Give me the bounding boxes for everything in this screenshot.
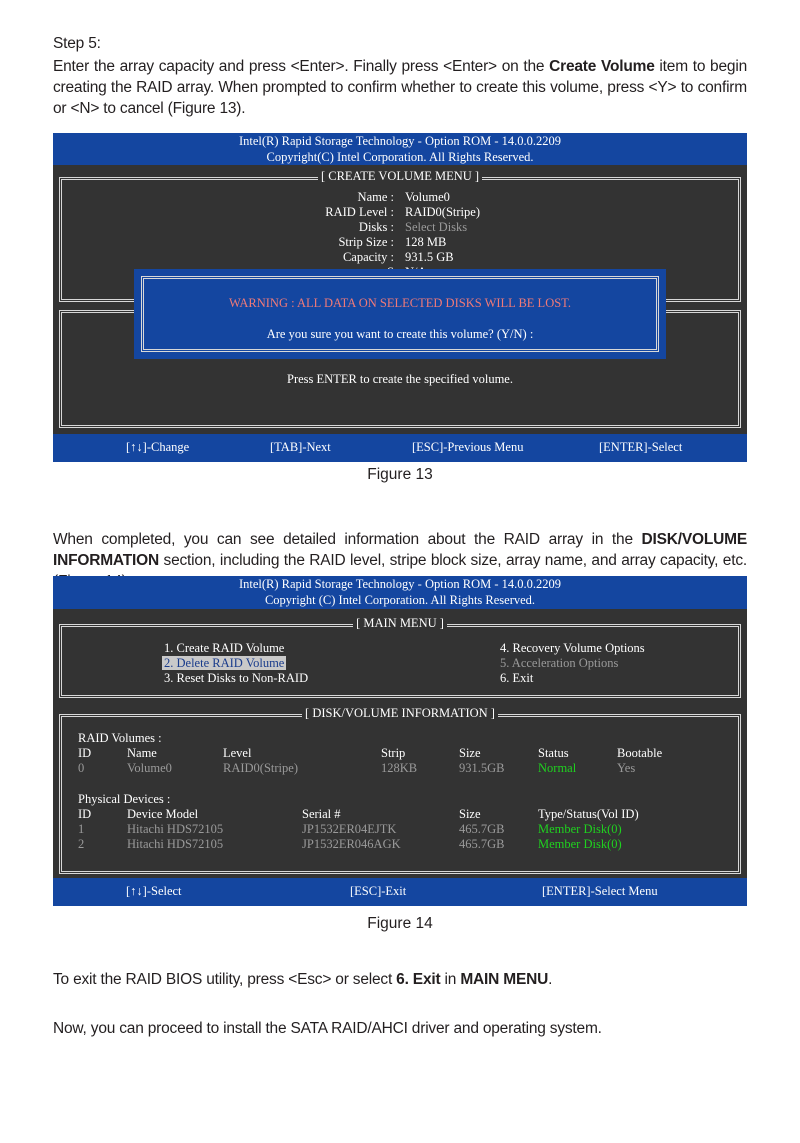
bios-header-title: Intel(R) Rapid Storage Technology - Option ROM - 14.0.0.2209 (238, 577, 562, 591)
bios-footer (53, 434, 747, 462)
dev-cell-type-status: Member Disk(0) (538, 837, 622, 851)
completion-text-c: section, including the RAID level, stripe block size, array name, and array capacity, etc. (163, 552, 747, 569)
footer-select-menu-hint: [ENTER]-Select Menu (542, 884, 658, 898)
completion-text-a: When completed, you can see detailed information about the RAID array in the (53, 531, 642, 548)
physical-devices-label: Physical Devices : (78, 792, 171, 806)
dev-header-model: Device Model (127, 807, 199, 821)
main-menu-title: [ MAIN MENU ] (353, 616, 447, 630)
completion-text-bold: DISK/VOLUME INFORMATION (53, 531, 747, 569)
field-value-capacity[interactable]: 931.5 GB (405, 250, 454, 264)
menu-item-acceleration-options[interactable]: 5. Acceleration Options (500, 656, 619, 670)
dev-header-id: ID (78, 807, 92, 821)
disk-volume-info-title: [ DISK/VOLUME INFORMATION ] (302, 706, 498, 720)
footer-next-hint: [TAB]-Next (270, 440, 331, 454)
dev-header-serial: Serial # (302, 807, 341, 821)
dev-cell-size: 465.7GB (459, 822, 505, 836)
dev-cell-size: 465.7GB (459, 837, 505, 851)
confirm-dialog (134, 269, 666, 359)
figure-13-bios-screen (53, 133, 747, 462)
vol-cell-id: 0 (78, 761, 85, 775)
final-note: Now, you can proceed to install the SATA RAID/AHCI driver and operating system. (53, 1020, 602, 1037)
vol-header-size: Size (459, 746, 481, 760)
exit-text-bold-menu: MAIN MENU (460, 971, 549, 988)
dev-cell-id: 2 (78, 837, 85, 851)
confirm-prompt[interactable]: Are you sure you want to create this volume? (Y/N) : (266, 327, 534, 341)
step-heading: Step 5: (53, 35, 101, 52)
dev-cell-model: Hitachi HDS72105 (127, 822, 224, 836)
field-value-raid-level[interactable]: RAID0(Stripe) (405, 205, 480, 219)
step-text-a: Enter the array capacity and press <Enter>. Finally press <Enter> on the (53, 58, 550, 75)
step-instructions (53, 56, 747, 119)
vol-header-status: Status (538, 746, 569, 760)
main-menu-box (59, 616, 741, 698)
footer-select-hint: [ENTER]-Select (599, 440, 683, 454)
bios-header-title: Intel(R) Rapid Storage Technology - Option ROM - 14.0.0.2209 (238, 134, 562, 148)
dev-cell-type-status: Member Disk(0) (538, 822, 622, 836)
raid-volumes-label: RAID Volumes : (78, 731, 162, 745)
vol-header-level: Level (223, 746, 252, 760)
field-label: Capacity : (342, 250, 394, 264)
vol-header-name: Name (127, 746, 157, 760)
menu-item-reset-disks[interactable]: 3. Reset Disks to Non-RAID (164, 671, 309, 685)
dev-header-type-status: Type/Status(Vol ID) (538, 807, 639, 821)
vol-cell-bootable: Yes (617, 761, 636, 775)
vol-cell-status: Normal (538, 761, 577, 775)
dev-header-size: Size (459, 807, 481, 821)
dev-cell-serial: JP1532ER046AGK (302, 837, 401, 851)
exit-text-a: To exit the RAID BIOS utility, press <Esc> or select (53, 971, 397, 988)
menu-item-exit[interactable]: 6. Exit (500, 671, 534, 685)
field-label: RAID Level : (325, 205, 394, 219)
menu-item-selected-label: 2. Delete RAID Volume (164, 656, 285, 670)
vol-cell-size: 931.5GB (459, 761, 505, 775)
vol-header-id: ID (78, 746, 92, 760)
field-value-name[interactable]: Volume0 (405, 190, 450, 204)
field-value-disks[interactable]: Select Disks (405, 220, 468, 234)
exit-instructions (53, 969, 747, 990)
vol-cell-name: Volume0 (127, 761, 172, 775)
bios-header (53, 576, 747, 609)
figure-14-bios-screen (53, 576, 747, 906)
footer-change-hint: [↑↓]-Change (126, 440, 190, 454)
bios-header (53, 133, 747, 165)
bios-header-copyright: Copyright (C) Intel Corporation. All Rights Reserved. (264, 592, 536, 607)
warning-text: WARNING : ALL DATA ON SELECTED DISKS WILL BE LOST. (228, 296, 572, 310)
menu-item-create-raid-volume[interactable]: 1. Create RAID Volume (164, 641, 285, 655)
bios-header-copyright: Copyright(C) Intel Corporation. All Rights Reserved. (266, 149, 534, 164)
exit-text-e: . (548, 971, 553, 988)
bios-footer (53, 878, 747, 906)
dev-cell-id: 1 (78, 822, 85, 836)
help-text: Press ENTER to create the specified volume. (287, 372, 513, 386)
menu-item-delete-raid-volume[interactable] (162, 656, 286, 671)
create-volume-menu-title: [ CREATE VOLUME MENU ] (318, 169, 482, 183)
footer-select-hint: [↑↓]-Select (126, 884, 182, 898)
disk-volume-information-box (59, 706, 741, 874)
vol-header-strip: Strip (381, 746, 406, 760)
figure-14-caption: Figure 14 (367, 915, 433, 932)
exit-text-bold-option: 6. Exit (396, 971, 441, 988)
footer-exit-hint: [ESC]-Exit (350, 884, 407, 898)
vol-header-bootable: Bootable (617, 746, 663, 760)
dev-cell-serial: JP1532ER04EJTK (302, 822, 397, 836)
figure-13-caption: Figure 13 (367, 466, 433, 483)
exit-text-c: in (440, 971, 461, 988)
vol-cell-level: RAID0(Stripe) (223, 761, 298, 775)
field-label: Strip Size : (338, 235, 394, 249)
field-value-strip-size[interactable]: 128 MB (405, 235, 447, 249)
menu-item-recovery-volume-options[interactable]: 4. Recovery Volume Options (500, 641, 645, 655)
footer-previous-menu-hint: [ESC]-Previous Menu (412, 440, 524, 454)
field-label: Disks : (358, 220, 394, 234)
step-text-c: item to begin creating the RAID array. When prompted to confirm whether to create this volume, press <Y> to confirm or <N> to cancel (Figure 13). (53, 58, 747, 117)
field-label: Name : (357, 190, 394, 204)
vol-cell-strip: 128KB (381, 761, 418, 775)
step-text-bold: Create Volume (549, 58, 655, 75)
dev-cell-model: Hitachi HDS72105 (127, 837, 224, 851)
